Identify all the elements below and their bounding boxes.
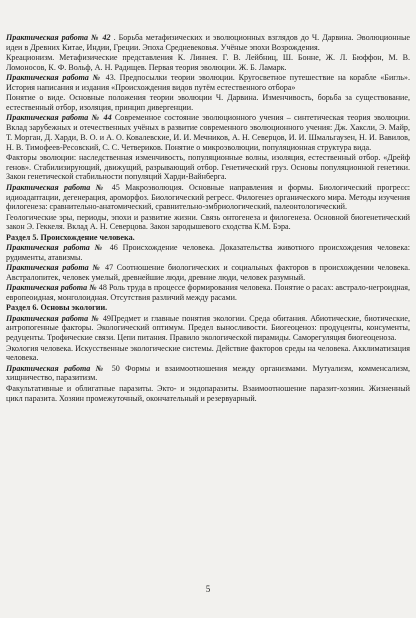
paragraph-text: 49Предмет и главные понятия экологии. Среда обитания. Абиотические, биотические, антропогенные факторы. Экологический оптимум. Предел выносливости. Биогеоценоз: продуценты, консументы, редуценты. Трофические связи. Цепи питания. Правило экологической пирамиды. Саморегуляция биогеоценоза. — [6, 313, 410, 343]
section-heading: Раздел 6. Основы экологии. — [6, 303, 108, 313]
paragraph-work-50 — [6, 364, 410, 384]
paragraph-text: 45 Макроэволюция. Основные направления и формы. Биологический прогресс: идиоадаптации, дегенерация, ароморфоз. Биологический регресс. Филогенез органического мира. Методы изучения филогенеза: сравнительно-анатомический, сравнительно-эмбриологический, палеонтологический. — [6, 182, 411, 212]
work-label: Практическая работа № — [6, 363, 107, 373]
work-label: Практическая работа № — [6, 73, 102, 83]
paragraph — [6, 344, 410, 364]
work-label: Практическая работа № 42 — [6, 33, 111, 42]
page-number: 5 — [205, 584, 211, 594]
paragraph-text: . Борьба метафизических и эволюционных взглядов до Ч. Дарвина. Эволюционные идеи в Древних Китае, Индии, Греции. Эпоха Средневековья. Учёные эпохи Возрождения. — [6, 33, 410, 52]
paragraph-text: Факультативные и облигатные паразиты. Экто- и эндопаразиты. Взаимоотношение паразит-хозяин. Жизненный цикл паразита. Хозяин промежуточный, окончательный и резервуарный. — [6, 383, 410, 403]
paragraph-text: 43. Предпосылки теории эволюции. Кругосветное путешествие на корабле «Бигль». История написания и издания «Происхождения видов путём естественного отбора» — [6, 73, 410, 92]
work-label: Практическая работа № — [6, 263, 102, 273]
paragraph-text: 48 Роль труда в процессе формирования человека. Понятие о расах: австрало-негроидная, европеоидная, монголоидная. Отсутствия различий между расами. — [6, 283, 410, 303]
work-label: Практическая работа № — [6, 283, 97, 293]
section-heading: Раздел 5. Происхождение человека. — [6, 232, 135, 242]
paragraph — [6, 153, 410, 182]
paragraph-text: Современное состояние эволюционного учения – синтетическая теория эволюции. Вклад зарубежных и отечественных учёных в развитие современного эволюционного учения: Дж. Хаксли, Э. Майр, Т. Морган, Д. Харди, В. О. и А. О. Ковалевские, И. И. Мечников, А. Н. Северцов, И. И. Шмальгаузен, Н. И. Вавилов, Н. В. Тимофеев-Ресовский, С. С. Четвериков. Понятие о микроэволюции, популяционная структура вида. — [6, 113, 410, 152]
work-label: Практическая работа № — [6, 182, 107, 192]
paragraph-text: Креационизм. Метафизические представления К. Линнея. Г. В. Лейбниц, Ш. Бонне, Ж. Л. Бюффон, М. В. Ломоносов, К. Ф. Вольф, А. Н. Радищев. Первая теория эволюции. Ж. Б. Ламарк. — [6, 53, 410, 72]
paragraph-text: Геологические эры, периоды, эпохи и развитие жизни. Связь онтогенеза и филогенеза. Основной биогенетический закон Э. Геккеля. Вклад А. Н. Северцова. Закон зародышевого сходства К.М. Бэра. — [6, 212, 410, 232]
paragraph — [6, 384, 410, 404]
paragraph-text: 50 Формы и взаимоотношения между организмами. Мутуализм, комменсализм, хищничество, паразитизм. — [6, 363, 410, 383]
paragraph-work-44 — [6, 113, 410, 152]
paragraph-text: Понятие о виде. Основные положения теории эволюции Ч. Дарвина. Изменчивость, борьба за существование, естественный отбор, изоляция, принцип дивергенции. — [6, 93, 410, 113]
paragraph-work-46 — [6, 243, 410, 263]
paragraph — [6, 53, 410, 73]
work-label: Практическая работа № 44 — [6, 113, 112, 123]
paragraph-work-48 — [6, 283, 410, 303]
paragraph-text: Факторы эволюции: наследственная изменчивость, популяционные волны, изоляция, естественный отбор. «Дрейф генов». Стабилизирующий, движущий, разрывающий отбор. Генетический груз. Основы популяционной генетики. Закон генетической стабильности популяций Харди-Вайнберга. — [6, 152, 410, 182]
paragraph-work-45 — [6, 183, 410, 212]
page-text — [6, 33, 410, 404]
paragraph-text: 47 Соотношение биологических и социальных факторов в происхождении человека. Австралопитек, человек умелый, древнейшие люди, древние люди, человек разумный. — [6, 263, 411, 282]
paragraph-work-43 — [6, 73, 410, 93]
paragraph-text: Экология человека. Искусственные экологические системы. Действие факторов среды на человека. Акклиматизация человека. — [6, 343, 410, 363]
paragraph — [6, 93, 410, 113]
paragraph-work-42 — [6, 33, 410, 53]
work-label: Практическая работа № — [6, 243, 105, 253]
paragraph-work-47 — [6, 263, 410, 283]
work-label: Практическая работа № — [6, 313, 100, 323]
paragraph-work-49 — [6, 314, 410, 343]
paragraph — [6, 213, 410, 233]
paragraph-text: 46 Происхождение человека. Доказательства животного происхождения человека: рудименты, атавизмы. — [6, 243, 410, 262]
